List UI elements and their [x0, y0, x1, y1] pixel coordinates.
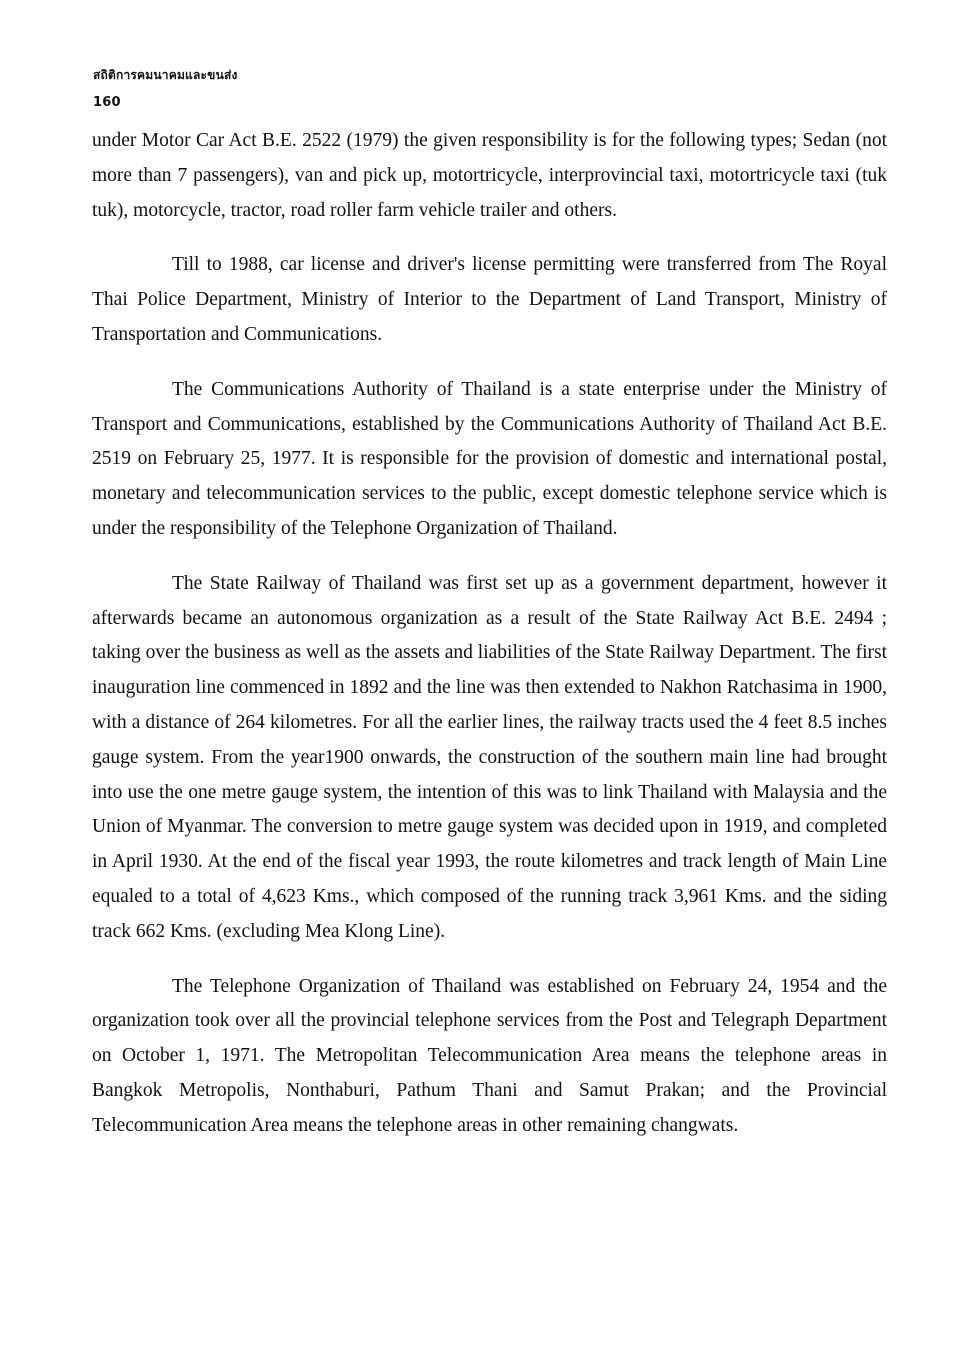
paragraph-communications-authority: The Communications Authority of Thailand is a state enterprise under the Ministry of Transport and Communications, established by the Communications Authority of Thailand Act B.E. 2519 on February 25, 1977. It is responsible for the provision of domestic and international postal, monetary and telecommunication services to the public, except domestic telephone service which is under the responsibility of the Telephone Organization of Thailand. — [92, 378, 887, 539]
paragraph-motor-car-act: under Motor Car Act B.E. 2522 (1979) the given responsibility is for the following types; Sedan (not more than 7 passengers), van and pick up, motortricycle, interprovincial taxi, motortricycle taxi (tuk tuk), motorcycle, tractor, road roller farm vehicle trailer and others. — [92, 130, 887, 221]
running-header — [93, 66, 238, 112]
header-title: สถิติการคมนาคมและขนส่ง — [93, 68, 238, 82]
paragraph-license-transfer: Till to 1988, car license and driver's license permitting were transferred from The Royal Thai Police Department, Ministry of Interior to the Department of Land Transport, Ministry of Transportation and Communications. — [92, 254, 887, 345]
page-number: 160 — [93, 95, 121, 110]
paragraph-state-railway: The State Railway of Thailand was first set up as a government department, however it afterwards became an autonomous organization as a result of the State Railway Act B.E. 2494 ; taking over the business as well as the assets and liabilities of the State Railway Department. The first inauguration line commenced in 1892 and the line was then extended to Nakhon Ratchasima in 1900, with a distance of 264 kilometres. For all the earlier lines, the railway tracts used the 4 feet 8.5 inches gauge system. From the year1900 onwards, the construction of the southern main line had brought into use the one metre gauge system, the intention of this was to link Thailand with Malaysia and the Union of Myanmar. The conversion to metre gauge system was decided upon in 1919, and completed in April 1930. At the end of the fiscal year 1993, the route kilometres and track length of Main Line equaled to a total of 4,623 Kms., which composed of the running track 3,961 Kms. and the siding track 662 Kms. (excluding Mea Klong Line). — [92, 572, 887, 942]
body-text — [92, 124, 887, 1164]
paragraph-telephone-organization: The Telephone Organization of Thailand was established on February 24, 1954 and the organization took over all the provincial telephone services from the Post and Telegraph Department on October 1, 1971. The Metropolitan Telecommunication Area means the telephone areas in Bangkok Metropolis, Nonthaburi, Pathum Thani and Samut Prakan; and the Provincial Telecommunication Area means the telephone areas in other remaining changwats. — [92, 975, 887, 1136]
